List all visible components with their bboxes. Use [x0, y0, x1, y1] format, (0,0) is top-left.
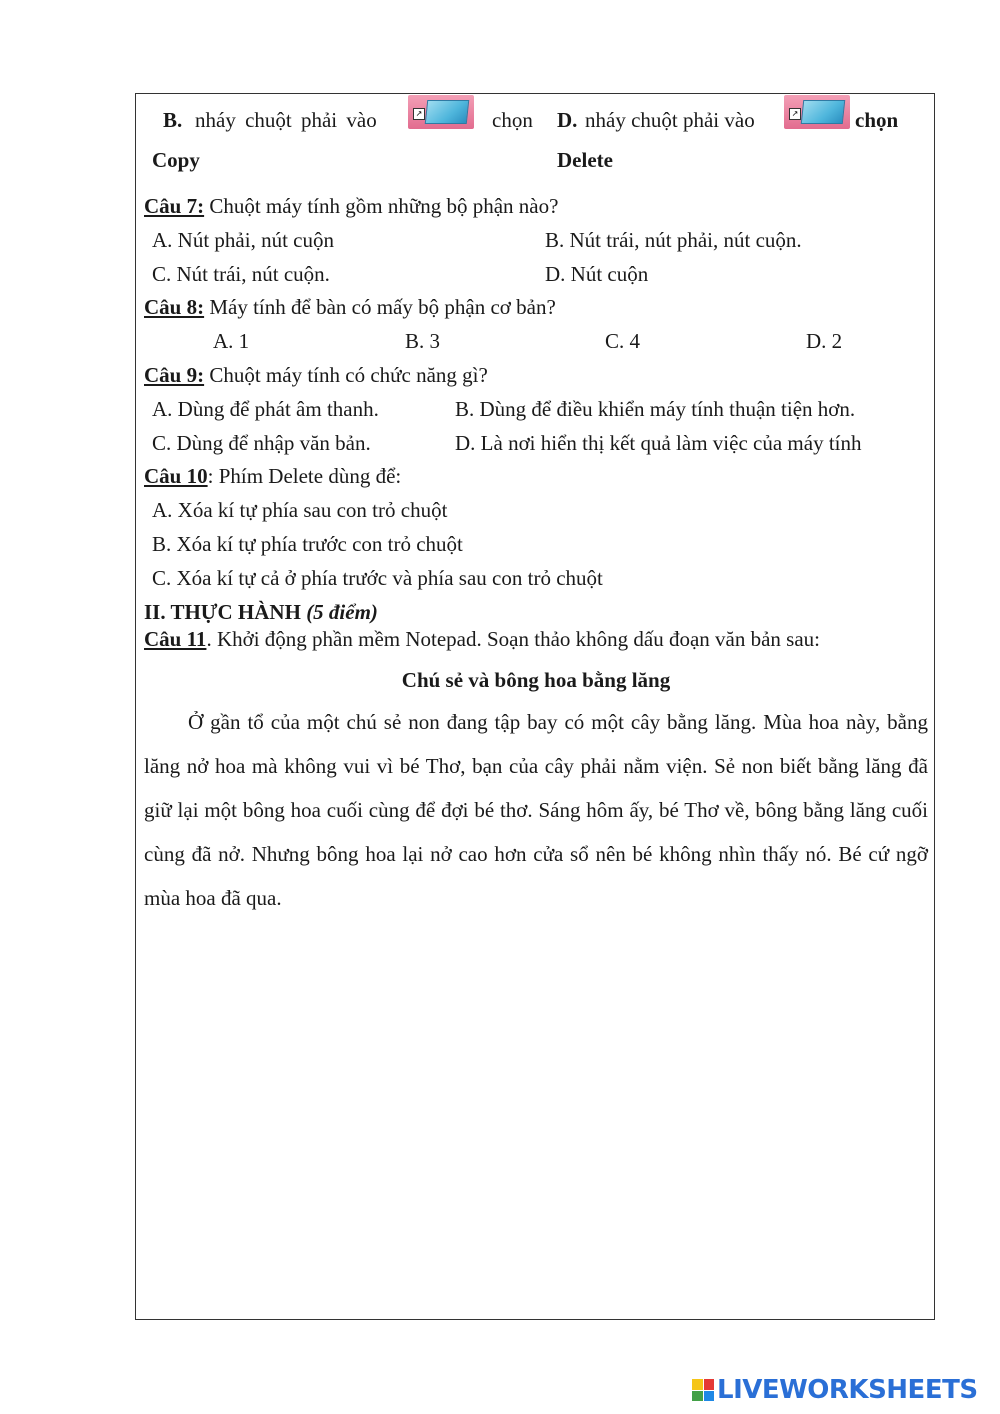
- q6-option-b-action: Copy: [152, 148, 200, 172]
- question-8-option-a: A. 1: [213, 329, 250, 353]
- question-7-label: Câu 7:: [144, 194, 205, 218]
- question-9-option-a: A. Dùng để phát âm thanh.: [152, 397, 379, 421]
- question-7-option-d: D. Nút cuộn: [545, 262, 649, 286]
- computer-shortcut-icon: ↗: [408, 95, 474, 129]
- question-8-text: Máy tính để bàn có mấy bộ phận cơ bản?: [204, 295, 556, 319]
- question-8-option-c: C. 4: [605, 329, 641, 353]
- question-7-option-b: B. Nút trái, nút phải, nút cuộn.: [545, 228, 802, 252]
- liveworksheets-logo-icon: [692, 1379, 714, 1401]
- question-10-option-b: B. Xóa kí tự phía trước con trỏ chuột: [152, 532, 463, 556]
- question-8-option-d: D. 2: [806, 329, 843, 353]
- q6-option-d-action: Delete: [557, 148, 613, 172]
- question-9-option-b: B. Dùng để điều khiển máy tính thuận tiện hơn.: [455, 397, 856, 421]
- question-8-label: Câu 8:: [144, 295, 205, 319]
- section-2-points: (5 điểm): [306, 600, 378, 624]
- question-10: [144, 466, 401, 487]
- q6-option-d-choose: chọn: [855, 108, 899, 132]
- q6-option-b-letter: B.: [163, 108, 183, 132]
- question-11-label: Câu 11: [144, 627, 207, 651]
- question-10-option-a: A. Xóa kí tự phía sau con trỏ chuột: [152, 498, 448, 522]
- question-8: [144, 297, 556, 318]
- q6-option-b-choose: chọn: [492, 108, 533, 132]
- question-10-text: : Phím Delete dùng để:: [207, 464, 402, 488]
- q6-option-d-text: nháy chuột phải vào: [585, 108, 755, 132]
- question-9-label: Câu 9:: [144, 363, 205, 387]
- section-2-title: II. THỰC HÀNH: [144, 600, 307, 624]
- question-11-text: . Khởi động phần mềm Notepad. Soạn thảo không dấu đoạn văn bản sau:: [206, 627, 821, 651]
- question-8-option-b: B. 3: [405, 329, 441, 353]
- question-9-option-d: D. Là nơi hiển thị kết quả làm việc của máy tính: [455, 431, 862, 455]
- q6-option-b-text: nháy chuột phải vào: [195, 108, 377, 132]
- question-9-text: Chuột máy tính có chức năng gì?: [204, 363, 488, 387]
- question-7: [144, 196, 558, 217]
- story-body: Ở gần tổ của một chú sẻ non đang tập bay có một cây bằng lăng. Mùa hoa này, bằng lăng nở hoa mà không vui vì bé Thơ, bạn của cây phải nằm viện. Sẻ non biết bằng lăng đã giữ lại một bông hoa cuối cùng để đợi bé thơ. Sáng hôm ấy, bé Thơ về, bông bằng lăng cuối cùng đã nở. Nhưng bông hoa lại nở cao hơn cửa sổ nên bé không nhìn thấy nó. Bé cứ ngỡ mùa hoa đã qua.: [144, 710, 928, 910]
- liveworksheets-logo: [692, 1376, 978, 1404]
- story-title: Chú sẻ và bông hoa bằng lăng: [401, 668, 671, 692]
- question-9-option-c: C. Dùng để nhập văn bản.: [152, 431, 371, 455]
- question-7-text: Chuột máy tính gồm những bộ phận nào?: [204, 194, 559, 218]
- question-10-option-c: C. Xóa kí tự cả ở phía trước và phía sau con trỏ chuột: [152, 566, 603, 590]
- question-7-option-c: C. Nút trái, nút cuộn.: [152, 262, 330, 286]
- story-paragraph: [144, 700, 928, 920]
- section-2-heading: [144, 602, 378, 623]
- liveworksheets-logo-text: LIVEWORKSHEETS: [717, 1375, 978, 1405]
- q6-option-d-letter: D.: [557, 108, 578, 132]
- question-11: [144, 629, 820, 650]
- question-10-label: Câu 10: [144, 464, 208, 488]
- question-7-option-a: A. Nút phải, nút cuộn: [152, 228, 334, 252]
- question-9: [144, 365, 488, 386]
- computer-shortcut-icon: ↗: [784, 95, 850, 129]
